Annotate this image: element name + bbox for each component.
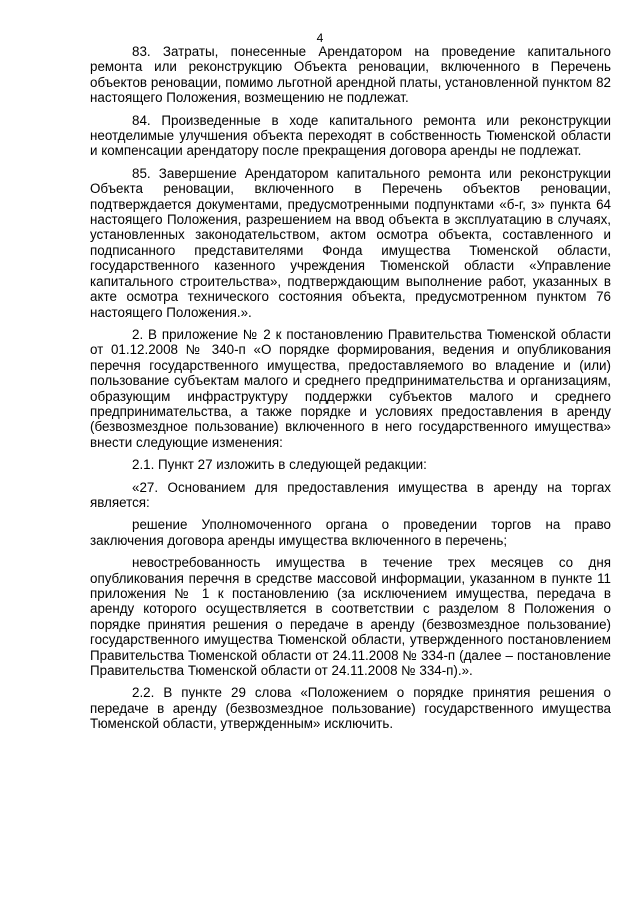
paragraph-84: 84. Произведенные в ходе капитального ремонта или реконструкции неотделимые улучшения объекта переходят в собственность Тюменской области и компенсации арендатору после прекращения договора аренды не подлежат.: [90, 112, 611, 159]
paragraph-27: «27. Основанием для предоставления имущества в аренду на торгах является:: [90, 479, 611, 510]
paragraph-2: 2. В приложение № 2 к постановлению Правительства Тюменской области от 01.12.2008 № 340-п «О порядке формирования, ведения и опубликования перечня государственного имущества, предоставляемого во владение и (или) пользование субъектам малого и среднего предпринимательства и организациям, образующим инфраструктуру поддержки субъектов малого и среднего предпринимательства, а также порядке и условиях предоставления в аренду (безвозмездное пользование) включенного в него государственного имущества» внести следующие изменения:: [90, 326, 611, 450]
paragraph-27-basis-decision: решение Уполномоченного органа о проведении торгов на право заключения договора аренды имущества включенного в перечень;: [90, 517, 611, 548]
page-number: 4: [316, 31, 324, 45]
paragraph-2-2: 2.2. В пункте 29 слова «Положением о порядке принятия решения о передаче в аренду (безвозмездное пользование) государственного имущества Тюменской области, утвержденным» исключить.: [90, 685, 611, 732]
document-body: [90, 44, 611, 739]
paragraph-85: 85. Завершение Арендатором капитального ремонта или реконструкции Объекта реновации, включенного в Перечень объектов реновации, подтверждается документами, предусмотренными подпунктами «б-г, з» пункта 64 настоящего Положения, разрешением на ввод объекта в эксплуатацию в случаях, установленных законодательством, актом осмотра объекта, составленного и подписанного представителями Фонда имущества Тюменской области, государственного казенного учреждения Тюменской области «Управление капитального строительства», подтверждающим выполнение работ, указанных в акте осмотра технического состояния объекта, предусмотренном пунктом 76 настоящего Положения.».: [90, 165, 611, 320]
paragraph-2-1: 2.1. Пункт 27 изложить в следующей редакции:: [132, 457, 427, 473]
paragraph-27-basis-unclaimed: невостребованность имущества в течение трех месяцев со дня опубликования перечня в средстве массовой информации, указанном в пункте 11 приложения № 1 к постановлению (за исключением имущества, передача в аренду которого осуществляется в соответствии с разделом 8 Положения о порядке принятия решения о передаче в аренду (безвозмездное пользование) государственного имущества Тюменской области, утвержденного постановлением Правительства Тюменской области от 24.11.2008 № 334-п (далее – постановление Правительства Тюменской области от 24.11.2008 № 334-п).».: [90, 555, 611, 679]
paragraph-83: 83. Затраты, понесенные Арендатором на проведение капитального ремонта или реконструкцию Объекта реновации, включенного в Перечень объектов реновации, помимо льготной арендной платы, установленной пунктом 82 настоящего Положения, возмещению не подлежат.: [90, 44, 611, 106]
